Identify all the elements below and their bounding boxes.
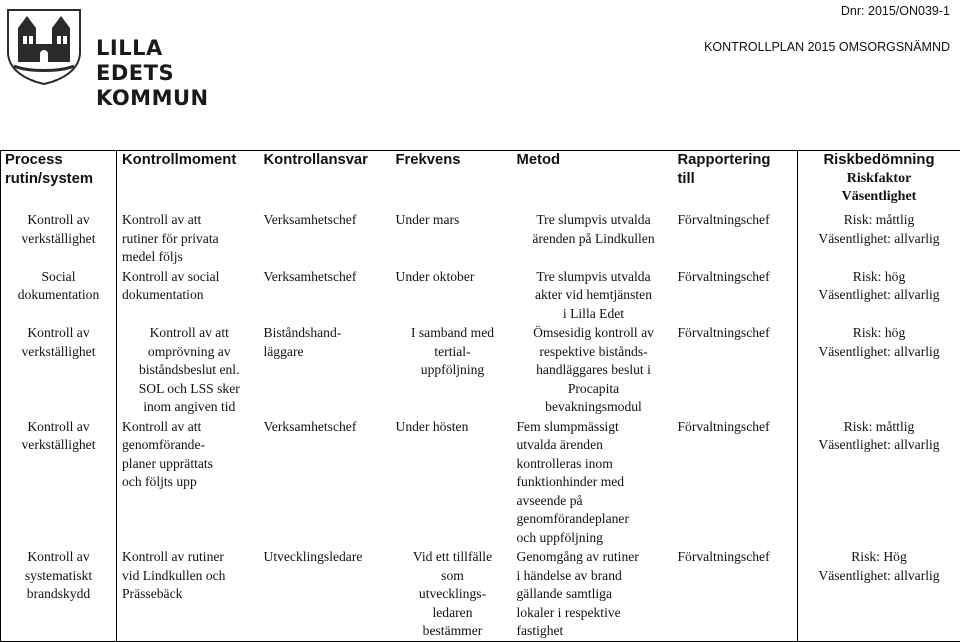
cell-risk: Risk: måttlig Väsentlighet: allvarlig [798,210,960,267]
cell-risk: Risk: Hög Väsentlighet: allvarlig [798,547,960,641]
cell-process: Kontroll av verkställighet [1,210,117,267]
cell-process: Kontroll av verkställighet [1,323,117,417]
table-row [1,210,960,267]
cell-ansvar: Biståndshand- läggare [259,323,391,417]
cell-metod: Tre slumpvis utvalda akter vid hemtjänsten i Lilla Edet [512,267,673,324]
cell-metod: Ömsesidig kontroll av respektive bistånds- handläggares beslut i Procapita bevakningsmodul [512,323,673,417]
header-rapport: Rapportering till [673,150,798,210]
cell-risk: Risk: hög Väsentlighet: allvarlig [798,323,960,417]
table-row [1,547,960,641]
cell-moment: Kontroll av social dokumentation [117,267,259,324]
cell-frekvens: Under mars [391,210,512,267]
cell-process: Social dokumentation [1,267,117,324]
table-top-rule [0,150,960,151]
cell-frekvens: I samband med tertial- uppföljning [391,323,512,417]
municipality-name: LILLA EDETS KOMMUN [96,36,214,111]
control-plan-table [0,150,960,642]
cell-ansvar: Verksamhetschef [259,267,391,324]
cell-metod: Tre slumpvis utvalda ärenden på Lindkullen [512,210,673,267]
header-ansvar: Kontrollansvar [259,150,391,210]
cell-moment: Kontroll av att rutiner för privata medel följs [117,210,259,267]
cell-rapport: Förvaltningschef [673,323,798,417]
cell-ansvar: Verksamhetschef [259,210,391,267]
table-row [1,417,960,548]
cell-ansvar: Verksamhetschef [259,417,391,548]
cell-rapport: Förvaltningschef [673,267,798,324]
cell-process: Kontroll av verkställighet [1,417,117,548]
plan-title: KONTROLLPLAN 2015 OMSORGSNÄMND [704,38,950,57]
cell-metod: Genomgång av rutiner i händelse av brand gällande samtliga lokaler i respektive fastighet [512,547,673,641]
cell-rapport: Förvaltningschef [673,417,798,548]
header-metod: Metod [512,150,673,210]
table-row [1,323,960,417]
cell-rapport: Förvaltningschef [673,547,798,641]
cell-frekvens: Under oktober [391,267,512,324]
header-moment: Kontrollmoment [117,150,259,210]
cell-ansvar: Utvecklingsledare [259,547,391,641]
diary-number: Dnr: 2015/ON039-1 [841,2,950,21]
cell-frekvens: Under hösten [391,417,512,548]
cell-rapport: Förvaltningschef [673,210,798,267]
header-process: Process rutin/system [1,150,117,210]
cell-moment: Kontroll av rutiner vid Lindkullen och Prässebäck [117,547,259,641]
cell-moment: Kontroll av att genomförande- planer upprättats och följts upp [117,417,259,548]
cell-risk: Risk: måttlig Väsentlighet: allvarlig [798,417,960,548]
municipality-logo [4,6,214,86]
table-row [1,267,960,324]
header-risk: Riskbedömning Riskfaktor Väsentlighet [798,150,960,210]
cell-metod: Fem slumpmässigt utvalda ärenden kontrolleras inom funktionhinder med avseende på genomförandeplaner och uppföljning [512,417,673,548]
table-header-row [1,150,960,210]
cell-moment: Kontroll av att omprövning av biståndsbeslut enl. SOL och LSS sker inom angiven tid [117,323,259,417]
coat-of-arms-icon [4,6,86,86]
header-frekvens: Frekvens [391,150,512,210]
cell-frekvens: Vid ett tillfälle som utvecklings- ledaren bestämmer [391,547,512,641]
cell-process: Kontroll av systematiskt brandskydd [1,547,117,641]
cell-risk: Risk: hög Väsentlighet: allvarlig [798,267,960,324]
